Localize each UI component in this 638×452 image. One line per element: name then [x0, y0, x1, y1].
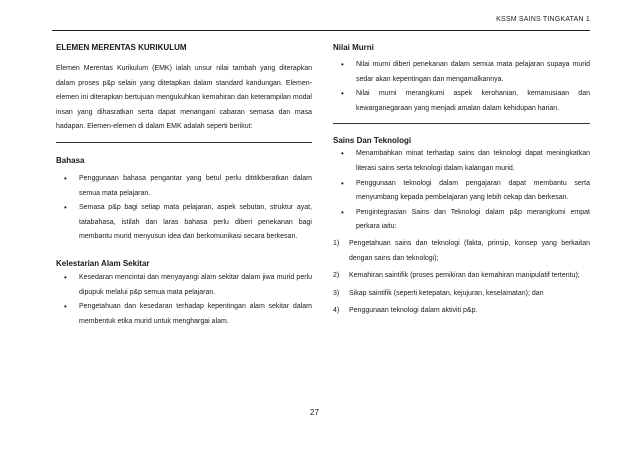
list-item: [333, 58, 590, 87]
header-rule: [52, 30, 590, 31]
page-number: 27: [310, 408, 319, 417]
bullet-icon: •: [64, 272, 67, 282]
list-item-text: Menambahkan minat terhadap sains dan teknologi dapat meningkatkan literasi sains serta teknologi dalam kalangan murid.: [356, 150, 590, 172]
numbered-item: [333, 237, 590, 266]
section-heading-sains-teknologi: Sains Dan Teknologi: [333, 136, 412, 146]
list-item-text: Penggunaan bahasa pengantar yang betul perlu dititikberatkan dalam semua mata pelajaran.: [79, 174, 312, 197]
section-heading-emk: ELEMEN MERENTAS KURIKULUM: [56, 43, 187, 52]
bullet-icon: •: [341, 89, 344, 99]
list-item-text: Nilai murni merangkumi aspek kerohanian, kemanusiaan dan kewarganegaraan yang menjadi amalan dalam kehidupan harian.: [356, 90, 590, 112]
item-number: 2): [333, 272, 340, 280]
section-heading-nilai-murni: Nilai Murni: [333, 43, 374, 52]
emk-paragraph: Elemen Merentas Kurikulum (EMK) ialah unsur nilai tambah yang diterapkan dalam proses p&p selain yang ditetapkan dalam standard kandungan. Elemen-elemen ini diterapkan bertujuan mengukuhkan kemahiran dan keterampilan modal insan yang dihasratkan serta dapat menangani cabaran semasa dan masa hadapan. Elemen-elemen di dalam EMK adalah seperti berikut:: [56, 65, 312, 131]
list-item: [56, 300, 312, 329]
list-item: [56, 271, 312, 300]
list-item-text: Kesedaran mencintai dan menyayangi alam sekitar dalam jiwa murid perlu dipupuk melalui p&p semua mata pelajaran.: [79, 273, 312, 296]
section-heading-kelestarian: Kelestarian Alam Sekitar: [56, 258, 150, 268]
list-item: [333, 147, 590, 176]
bullet-icon: •: [341, 149, 344, 159]
bullet-icon: •: [64, 173, 67, 183]
numbered-item-text: Sikap saintifik (seperti ketepatan, kejujuran, keselamatan); dan: [349, 289, 544, 297]
item-number: 3): [333, 289, 340, 297]
list-item-text: Pengetahuan dan kesedaran terhadap kepentingan alam sekitar dalam membentuk etika murid untuk menghargai alam.: [79, 303, 312, 325]
list-item: [333, 206, 590, 319]
numbered-item: [333, 304, 590, 319]
list-item: [333, 87, 590, 116]
bahasa-list: [56, 172, 312, 245]
bullet-icon: •: [341, 178, 344, 188]
section-heading-bahasa: Bahasa: [56, 155, 85, 165]
list-item: [56, 201, 312, 245]
list-item-text: Semasa p&p bagi setiap mata pelajaran, aspek sebutan, struktur ayat, tatabahasa, istilah dan laras bahasa perlu diberi penekanan bagi membantu murid menyusun idea dan berkomunikasi secara berkesan.: [79, 204, 312, 241]
kelestarian-list: [56, 271, 312, 329]
numbered-list: [333, 237, 590, 319]
numbered-item: [333, 269, 590, 284]
nilai-murni-list: [333, 58, 590, 116]
left-column: [56, 40, 312, 329]
numbered-item-text: Kemahiran saintifik (proses pemikiran dan kemahiran manipulatif tertentu);: [349, 272, 580, 280]
list-item-text: Pengintegrasian Sains dan Teknologi dalam p&p merangkumi empat perkara iaitu:: [356, 208, 590, 231]
section-divider: [333, 123, 590, 124]
bullet-icon: •: [64, 203, 67, 213]
list-item: [56, 172, 312, 201]
list-item-text: Penggunaan teknologi dalam pengajaran dapat membantu serta menyumbang kepada pembelajaran yang lebih cekap dan berkesan.: [356, 179, 590, 202]
running-header: KSSM SAINS TINGKATAN 1: [496, 16, 590, 23]
numbered-item: [333, 287, 590, 302]
list-item: [333, 177, 590, 206]
bullet-icon: •: [341, 60, 344, 69]
section-divider: [56, 142, 312, 143]
numbered-item-text: Penggunaan teknologi dalam aktiviti p&p.: [349, 307, 478, 315]
sains-teknologi-list: [333, 147, 590, 319]
item-number: 4): [333, 307, 340, 315]
item-number: 1): [333, 239, 340, 247]
bullet-icon: •: [64, 302, 67, 312]
right-column: [333, 40, 590, 319]
list-item-text: Nilai murni diberi penekanan dalam semua mata pelajaran supaya murid sedar akan kepentingan dan mengamalkannya.: [356, 61, 590, 83]
numbered-item-text: Pengetahuan sains dan teknologi (fakta, prinsip, konsep yang berkaitan dengan sains dan teknologi);: [349, 239, 590, 262]
bullet-icon: •: [341, 207, 344, 217]
